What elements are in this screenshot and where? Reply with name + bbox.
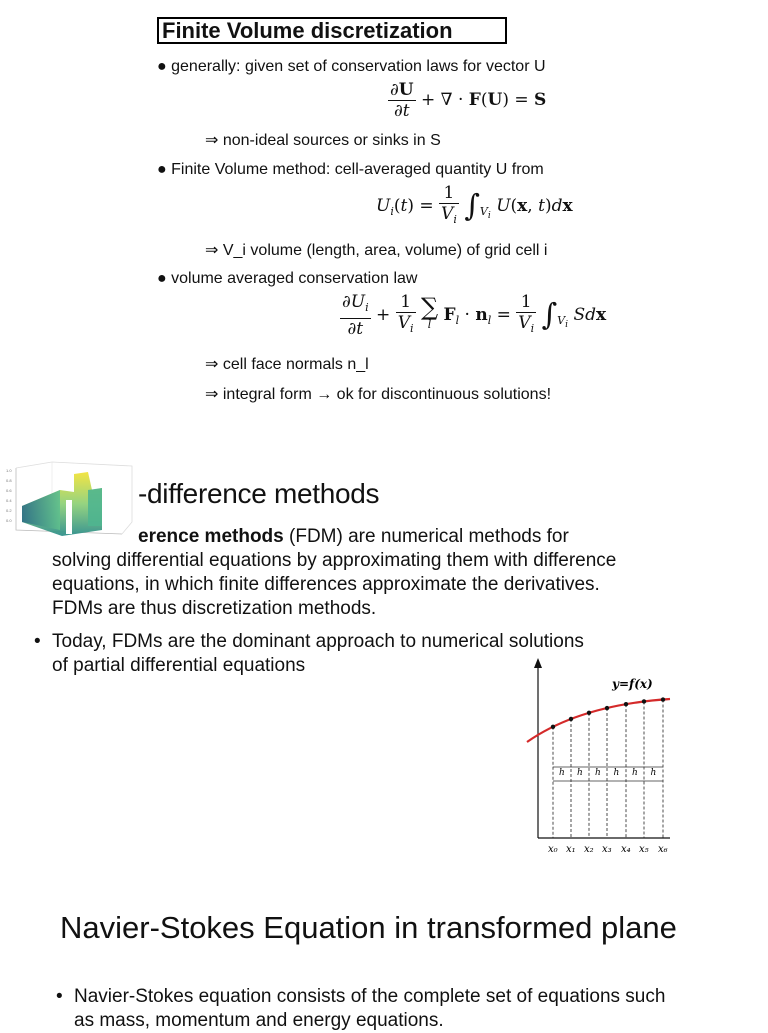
svg-text:0.6: 0.6 [6,488,12,493]
fdm-para-line1-rest: (FDM) are numerical methods for [283,526,569,547]
x-tick-label: x₆ [658,844,668,855]
x-tick-label: x₃ [602,844,612,855]
x-tick-label: x₅ [639,844,649,855]
svg-text:0.2: 0.2 [6,508,12,513]
ns-bullet-1 [56,985,665,1009]
fv-bullet-1-text: generally: given set of conservation laws for vector U [171,58,546,75]
sample-point [587,711,591,715]
svg-text:0.0: 0.0 [6,518,12,523]
sample-point [642,699,646,703]
bullet-dot: ● [157,270,167,287]
x-tick-label: x₀ [548,844,558,855]
ns-bullet-1-line2: as mass, momentum and energy equations. [74,1010,444,1031]
sample-point [624,702,628,706]
finite-difference-graph [520,655,680,855]
fv-arrow-1-text: non-ideal sources or sinks in S [222,132,441,149]
fv-bullet-2 [157,161,544,179]
fv-bullet-3 [157,270,417,288]
fv-arrow-1 [205,130,441,150]
fdm-para-line1 [138,525,569,549]
fdm-heading: -difference methods [138,478,380,509]
fv-bullet-1 [157,58,546,76]
fv-arrow-2 [205,240,547,260]
function-curve [527,699,670,742]
fv-arrow-3-text: cell face normals n_l [222,356,369,373]
h-step-label: h [559,768,565,778]
svg-text:0.4: 0.4 [6,498,12,503]
sample-point [551,725,555,729]
fv-arrow-4-text: integral form → ok for discontinuous solutions! [222,386,552,403]
fdm-para-line3: equations, in which finite differences approximate the derivatives. [52,574,600,595]
sample-point [605,706,609,710]
fdm-para-line4: FDMs are thus discretization methods. [52,598,377,619]
curve-label: y=f(x) [612,677,653,691]
fdm-bullet-2-line2: of partial differential equations [52,655,306,676]
x-tick-label: x₄ [621,844,631,855]
fdm-para-line2: solving differential equations by approximating them with difference [52,550,617,571]
ns-bullet-1-line1: Navier-Stokes equation consists of the complete set of equations such [74,986,666,1007]
x-labels [548,844,668,855]
h-step-label: h [613,768,620,778]
implies-icon: ⇒ [205,356,219,373]
fdm-bullet-2-line1: Today, FDMs are the dominant approach to numerical solutions [52,631,584,652]
bullet-dot: • [56,986,63,1007]
h-step-label: h [632,768,638,778]
implies-icon: ⇒ [205,132,219,149]
finite-volume-title: Finite Volume discretization [157,17,507,44]
sample-point [661,697,665,701]
cell-average-equation: $U_i(t)$ = $\frac{1}{V_i}$ $\int_{V_i}$ U(x, t)dx [376,183,573,226]
sample-point [569,717,573,721]
fv-bullet-3-text: volume averaged conservation law [171,270,418,287]
fdm-bold-term: erence methods [138,526,284,547]
fv-arrow-4 [205,384,551,404]
fv-arrow-3 [205,354,369,374]
surface-plot-thumbnail [2,460,142,540]
fv-arrow-2-text: V_i volume (length, area, volume) of grid cell i [222,242,548,259]
h-step-label: h [577,768,583,778]
bullet-dot: • [34,631,41,652]
fv-bullet-2-text: Finite Volume method: cell-averaged quantity U from [171,161,544,178]
fdm-bullet-2 [34,630,584,654]
x-tick-label: x₁ [566,844,576,855]
h-step-label: h [595,768,601,778]
svg-text:1.0: 1.0 [6,468,12,473]
implies-icon: ⇒ [205,242,219,259]
implies-icon: ⇒ [205,386,219,403]
h-step-label: h [650,768,657,778]
svg-text:0.8: 0.8 [6,478,12,483]
h-labels [559,768,656,778]
bullet-dot: ● [157,161,167,178]
x-tick-label: x₂ [584,844,594,855]
conservation-law-equation: $\frac{\partial U}{\partial t}$ + ∇ · F(U) = S [390,80,547,121]
bullet-dot: ● [157,58,167,75]
volume-averaged-equation: $\frac{\partial U_i}{\partial t}$ + $\frac{1}{V_i}$ ∑ l $F_l \cdot n_l$ = $\frac{1}{V_i}$ $\int_{V_i}$ Sdx [342,292,607,339]
navier-stokes-heading: Navier-Stokes Equation in transformed plane [60,910,677,945]
y-axis-arrow-icon [534,658,542,668]
